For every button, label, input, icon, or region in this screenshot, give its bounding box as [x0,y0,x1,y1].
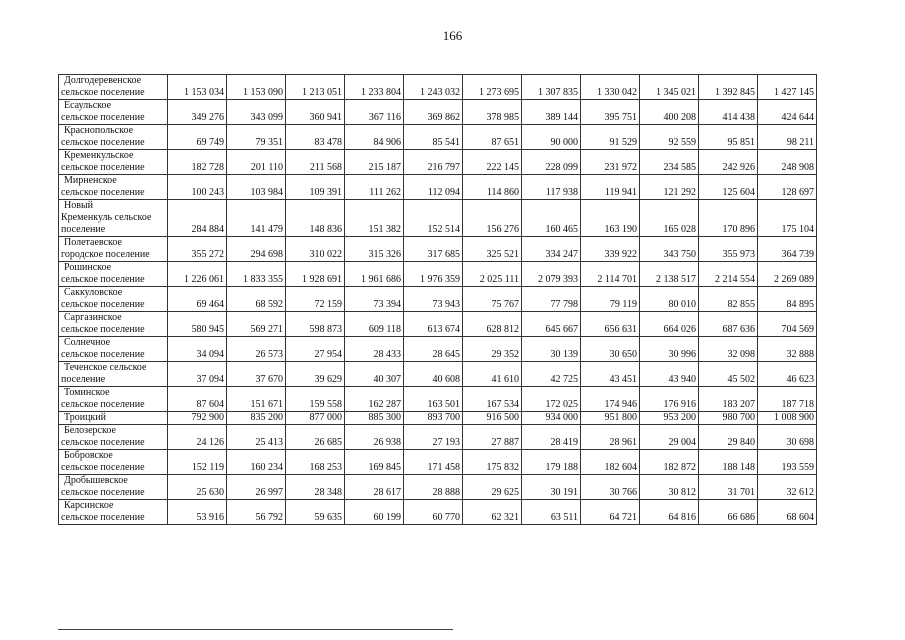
settlement-name-cell [59,412,168,425]
value-cell: 128 697 [758,175,817,200]
settlement-name-line: сельское поселение [61,437,145,448]
value-cell: 39 629 [286,362,345,387]
value-cell: 169 845 [345,450,404,475]
table-row [59,200,817,237]
value-cell: 40 307 [345,362,404,387]
value-cell: 1 833 355 [227,262,286,287]
value-cell: 1 226 061 [168,262,227,287]
value-cell: 310 022 [286,237,345,262]
value-cell: 40 608 [404,362,463,387]
settlement-name-line: Дробышевское [64,475,128,486]
value-cell: 201 110 [227,150,286,175]
value-cell: 167 534 [463,387,522,412]
value-cell: 364 739 [758,237,817,262]
value-cell: 84 906 [345,125,404,150]
value-cell: 211 568 [286,150,345,175]
value-cell: 64 816 [640,500,699,525]
value-cell: 24 126 [168,425,227,450]
value-cell: 343 750 [640,237,699,262]
value-cell: 355 973 [699,237,758,262]
value-cell: 80 010 [640,287,699,312]
settlement-name-cell [59,425,168,450]
value-cell: 27 887 [463,425,522,450]
settlement-name-cell [59,150,168,175]
value-cell: 79 119 [581,287,640,312]
value-cell: 2 079 393 [522,262,581,287]
settlement-name-line: сельское поселение [61,274,145,285]
value-cell: 172 025 [522,387,581,412]
settlement-name-cell [59,262,168,287]
value-cell: 73 394 [345,287,404,312]
value-cell: 2 269 089 [758,262,817,287]
value-cell: 43 451 [581,362,640,387]
value-cell: 183 207 [699,387,758,412]
value-cell: 31 701 [699,475,758,500]
value-cell: 704 569 [758,312,817,337]
value-cell: 75 767 [463,287,522,312]
value-cell: 28 419 [522,425,581,450]
value-cell: 1 427 145 [758,75,817,100]
value-cell: 79 351 [227,125,286,150]
settlement-name-line: сельское поселение [61,512,145,523]
value-cell: 613 674 [404,312,463,337]
value-cell: 182 728 [168,150,227,175]
value-cell: 1 213 051 [286,75,345,100]
value-cell: 231 972 [581,150,640,175]
settlement-name-line: сельское поселение [61,112,145,123]
value-cell: 1 345 021 [640,75,699,100]
table-row [59,500,817,525]
value-cell: 367 116 [345,100,404,125]
value-cell: 349 276 [168,100,227,125]
value-cell: 98 211 [758,125,817,150]
value-cell: 389 144 [522,100,581,125]
table-row [59,175,817,200]
settlement-name-line: Саргазинское [64,312,122,323]
table-row [59,387,817,412]
value-cell: 893 700 [404,412,463,425]
settlement-name-cell [59,387,168,412]
value-cell: 117 938 [522,175,581,200]
value-cell: 148 836 [286,200,345,237]
value-cell: 111 262 [345,175,404,200]
value-cell: 45 502 [699,362,758,387]
value-cell: 25 413 [227,425,286,450]
value-cell: 1 976 359 [404,262,463,287]
settlement-name-cell [59,200,168,237]
value-cell: 26 573 [227,337,286,362]
settlement-name-line: Долгодеревенское [64,75,142,86]
value-cell: 83 478 [286,125,345,150]
value-cell: 2 025 111 [463,262,522,287]
value-cell: 242 926 [699,150,758,175]
value-cell: 234 585 [640,150,699,175]
value-cell: 87 604 [168,387,227,412]
settlement-name-line: Томинское [64,387,110,398]
value-cell: 187 718 [758,387,817,412]
settlement-name-line: поселение [61,224,106,235]
value-cell: 1 307 835 [522,75,581,100]
value-cell: 339 922 [581,237,640,262]
table-row [59,237,817,262]
value-cell: 163 190 [581,200,640,237]
value-cell: 30 650 [581,337,640,362]
value-cell: 1 153 090 [227,75,286,100]
value-cell: 114 860 [463,175,522,200]
value-cell: 92 559 [640,125,699,150]
table-row [59,262,817,287]
value-cell: 294 698 [227,237,286,262]
value-cell: 42 725 [522,362,581,387]
value-cell: 53 916 [168,500,227,525]
value-cell: 26 938 [345,425,404,450]
value-cell: 934 000 [522,412,581,425]
value-cell: 1 153 034 [168,75,227,100]
table-row [59,150,817,175]
value-cell: 121 292 [640,175,699,200]
settlement-name-line: Бобровское [64,450,113,461]
settlement-name-line: поселение [61,374,106,385]
value-cell: 325 521 [463,237,522,262]
value-cell: 175 104 [758,200,817,237]
settlement-name-line: Полетаевское [64,237,122,248]
value-cell: 2 214 554 [699,262,758,287]
settlement-name-line: Саккуловское [64,287,123,298]
value-cell: 28 645 [404,337,463,362]
value-cell: 378 985 [463,100,522,125]
value-cell: 46 623 [758,362,817,387]
value-cell: 30 698 [758,425,817,450]
settlement-name-line: сельское поселение [61,349,145,360]
value-cell: 29 004 [640,425,699,450]
value-cell: 160 234 [227,450,286,475]
table-row [59,312,817,337]
settlement-name-line: Рошинское [64,262,112,273]
value-cell: 1 392 845 [699,75,758,100]
value-cell: 28 433 [345,337,404,362]
settlement-name-cell [59,337,168,362]
value-cell: 151 382 [345,200,404,237]
page-number: 166 [442,28,463,43]
table-row [59,412,817,425]
value-cell: 174 946 [581,387,640,412]
value-cell: 395 751 [581,100,640,125]
value-cell: 222 145 [463,150,522,175]
value-cell: 112 094 [404,175,463,200]
settlement-name-line: Кременкуль сельское [61,212,152,223]
value-cell: 27 954 [286,337,345,362]
value-cell: 343 099 [227,100,286,125]
settlement-name-line: Краснопольское [64,125,134,136]
settlement-name-line: сельское поселение [61,399,145,410]
value-cell: 248 908 [758,150,817,175]
table-body [59,75,817,525]
value-cell: 30 766 [581,475,640,500]
value-cell: 62 321 [463,500,522,525]
value-cell: 41 610 [463,362,522,387]
table-row [59,450,817,475]
value-cell: 2 114 701 [581,262,640,287]
value-cell: 27 193 [404,425,463,450]
value-cell: 156 276 [463,200,522,237]
table-row [59,100,817,125]
value-cell: 119 941 [581,175,640,200]
value-cell: 188 148 [699,450,758,475]
value-cell: 28 888 [404,475,463,500]
value-cell: 151 671 [227,387,286,412]
table-row [59,75,817,100]
value-cell: 91 529 [581,125,640,150]
footer-divider [58,629,453,630]
value-cell: 193 559 [758,450,817,475]
value-cell: 32 098 [699,337,758,362]
value-cell: 160 465 [522,200,581,237]
settlement-name-line: сельское поселение [61,299,145,310]
value-cell: 165 028 [640,200,699,237]
value-cell: 59 635 [286,500,345,525]
value-cell: 1 928 691 [286,262,345,287]
value-cell: 598 873 [286,312,345,337]
settlement-name-cell [59,125,168,150]
value-cell: 664 026 [640,312,699,337]
value-cell: 1 961 686 [345,262,404,287]
settlement-name-line: сельское поселение [61,137,145,148]
value-cell: 100 243 [168,175,227,200]
value-cell: 66 686 [699,500,758,525]
value-cell: 424 644 [758,100,817,125]
value-cell: 1 008 900 [758,412,817,425]
settlement-name-line: сельское поселение [61,162,145,173]
value-cell: 29 625 [463,475,522,500]
settlement-name-line: сельское поселение [61,87,145,98]
settlement-name-cell [59,312,168,337]
value-cell: 580 945 [168,312,227,337]
value-cell: 179 188 [522,450,581,475]
value-cell: 980 700 [699,412,758,425]
value-cell: 1 273 695 [463,75,522,100]
settlement-name-line: Есаульское [64,100,112,111]
table-row [59,362,817,387]
table-row [59,337,817,362]
value-cell: 84 895 [758,287,817,312]
value-cell: 1 330 042 [581,75,640,100]
settlement-name-cell [59,475,168,500]
settlement-name-line: сельское поселение [61,324,145,335]
value-cell: 25 630 [168,475,227,500]
value-cell: 951 800 [581,412,640,425]
settlement-name-cell [59,362,168,387]
value-cell: 159 558 [286,387,345,412]
value-cell: 2 138 517 [640,262,699,287]
value-cell: 64 721 [581,500,640,525]
value-cell: 95 851 [699,125,758,150]
settlement-name-cell [59,100,168,125]
settlement-name-line: Кременкульское [64,150,134,161]
value-cell: 29 840 [699,425,758,450]
value-cell: 152 119 [168,450,227,475]
value-cell: 29 352 [463,337,522,362]
table-row [59,425,817,450]
value-cell: 72 159 [286,287,345,312]
value-cell: 28 348 [286,475,345,500]
value-cell: 176 916 [640,387,699,412]
value-cell: 414 438 [699,100,758,125]
value-cell: 69 464 [168,287,227,312]
value-cell: 215 187 [345,150,404,175]
settlement-name-line: Белозерское [64,425,116,436]
value-cell: 85 541 [404,125,463,150]
value-cell: 369 862 [404,100,463,125]
value-cell: 170 896 [699,200,758,237]
value-cell: 1 233 804 [345,75,404,100]
settlement-name-line: Новый [64,200,94,211]
value-cell: 656 631 [581,312,640,337]
value-cell: 317 685 [404,237,463,262]
value-cell: 182 604 [581,450,640,475]
settlement-name-line: Карсинское [64,500,114,511]
value-cell: 87 651 [463,125,522,150]
value-cell: 56 792 [227,500,286,525]
value-cell: 792 900 [168,412,227,425]
settlement-name-line: городское поселение [61,249,150,260]
settlement-name-cell [59,450,168,475]
settlement-name-cell [59,175,168,200]
value-cell: 60 770 [404,500,463,525]
value-cell: 284 884 [168,200,227,237]
value-cell: 645 667 [522,312,581,337]
value-cell: 885 300 [345,412,404,425]
value-cell: 68 604 [758,500,817,525]
value-cell: 609 118 [345,312,404,337]
data-table [58,74,817,525]
value-cell: 90 000 [522,125,581,150]
value-cell: 334 247 [522,237,581,262]
value-cell: 69 749 [168,125,227,150]
table-row [59,125,817,150]
value-cell: 77 798 [522,287,581,312]
value-cell: 34 094 [168,337,227,362]
value-cell: 73 943 [404,287,463,312]
value-cell: 43 940 [640,362,699,387]
value-cell: 953 200 [640,412,699,425]
value-cell: 152 514 [404,200,463,237]
settlement-name-line: Теченское сельское [64,362,147,373]
table-row [59,287,817,312]
value-cell: 82 855 [699,287,758,312]
value-cell: 228 099 [522,150,581,175]
value-cell: 687 636 [699,312,758,337]
value-cell: 26 685 [286,425,345,450]
value-cell: 168 253 [286,450,345,475]
value-cell: 175 832 [463,450,522,475]
value-cell: 569 271 [227,312,286,337]
value-cell: 400 208 [640,100,699,125]
value-cell: 182 872 [640,450,699,475]
value-cell: 28 617 [345,475,404,500]
value-cell: 26 997 [227,475,286,500]
value-cell: 32 612 [758,475,817,500]
value-cell: 355 272 [168,237,227,262]
settlement-name-cell [59,500,168,525]
value-cell: 835 200 [227,412,286,425]
settlement-name-line: сельское поселение [61,487,145,498]
value-cell: 916 500 [463,412,522,425]
value-cell: 30 191 [522,475,581,500]
value-cell: 125 604 [699,175,758,200]
settlement-name-line: Мирненское [64,175,117,186]
value-cell: 68 592 [227,287,286,312]
value-cell: 37 094 [168,362,227,387]
table-row [59,475,817,500]
value-cell: 30 996 [640,337,699,362]
value-cell: 109 391 [286,175,345,200]
value-cell: 171 458 [404,450,463,475]
value-cell: 30 812 [640,475,699,500]
value-cell: 103 984 [227,175,286,200]
value-cell: 141 479 [227,200,286,237]
settlement-name-line: Троицкий [64,412,106,423]
settlement-name-line: сельское поселение [61,187,145,198]
value-cell: 360 941 [286,100,345,125]
value-cell: 32 888 [758,337,817,362]
settlement-name-line: сельское поселение [61,462,145,473]
settlement-name-cell [59,287,168,312]
value-cell: 60 199 [345,500,404,525]
settlement-name-cell [59,237,168,262]
value-cell: 28 961 [581,425,640,450]
value-cell: 315 326 [345,237,404,262]
value-cell: 30 139 [522,337,581,362]
value-cell: 1 243 032 [404,75,463,100]
value-cell: 877 000 [286,412,345,425]
value-cell: 37 670 [227,362,286,387]
value-cell: 628 812 [463,312,522,337]
value-cell: 163 501 [404,387,463,412]
value-cell: 216 797 [404,150,463,175]
value-cell: 63 511 [522,500,581,525]
settlement-name-line: Солнечное [64,337,111,348]
value-cell: 162 287 [345,387,404,412]
settlement-name-cell [59,75,168,100]
